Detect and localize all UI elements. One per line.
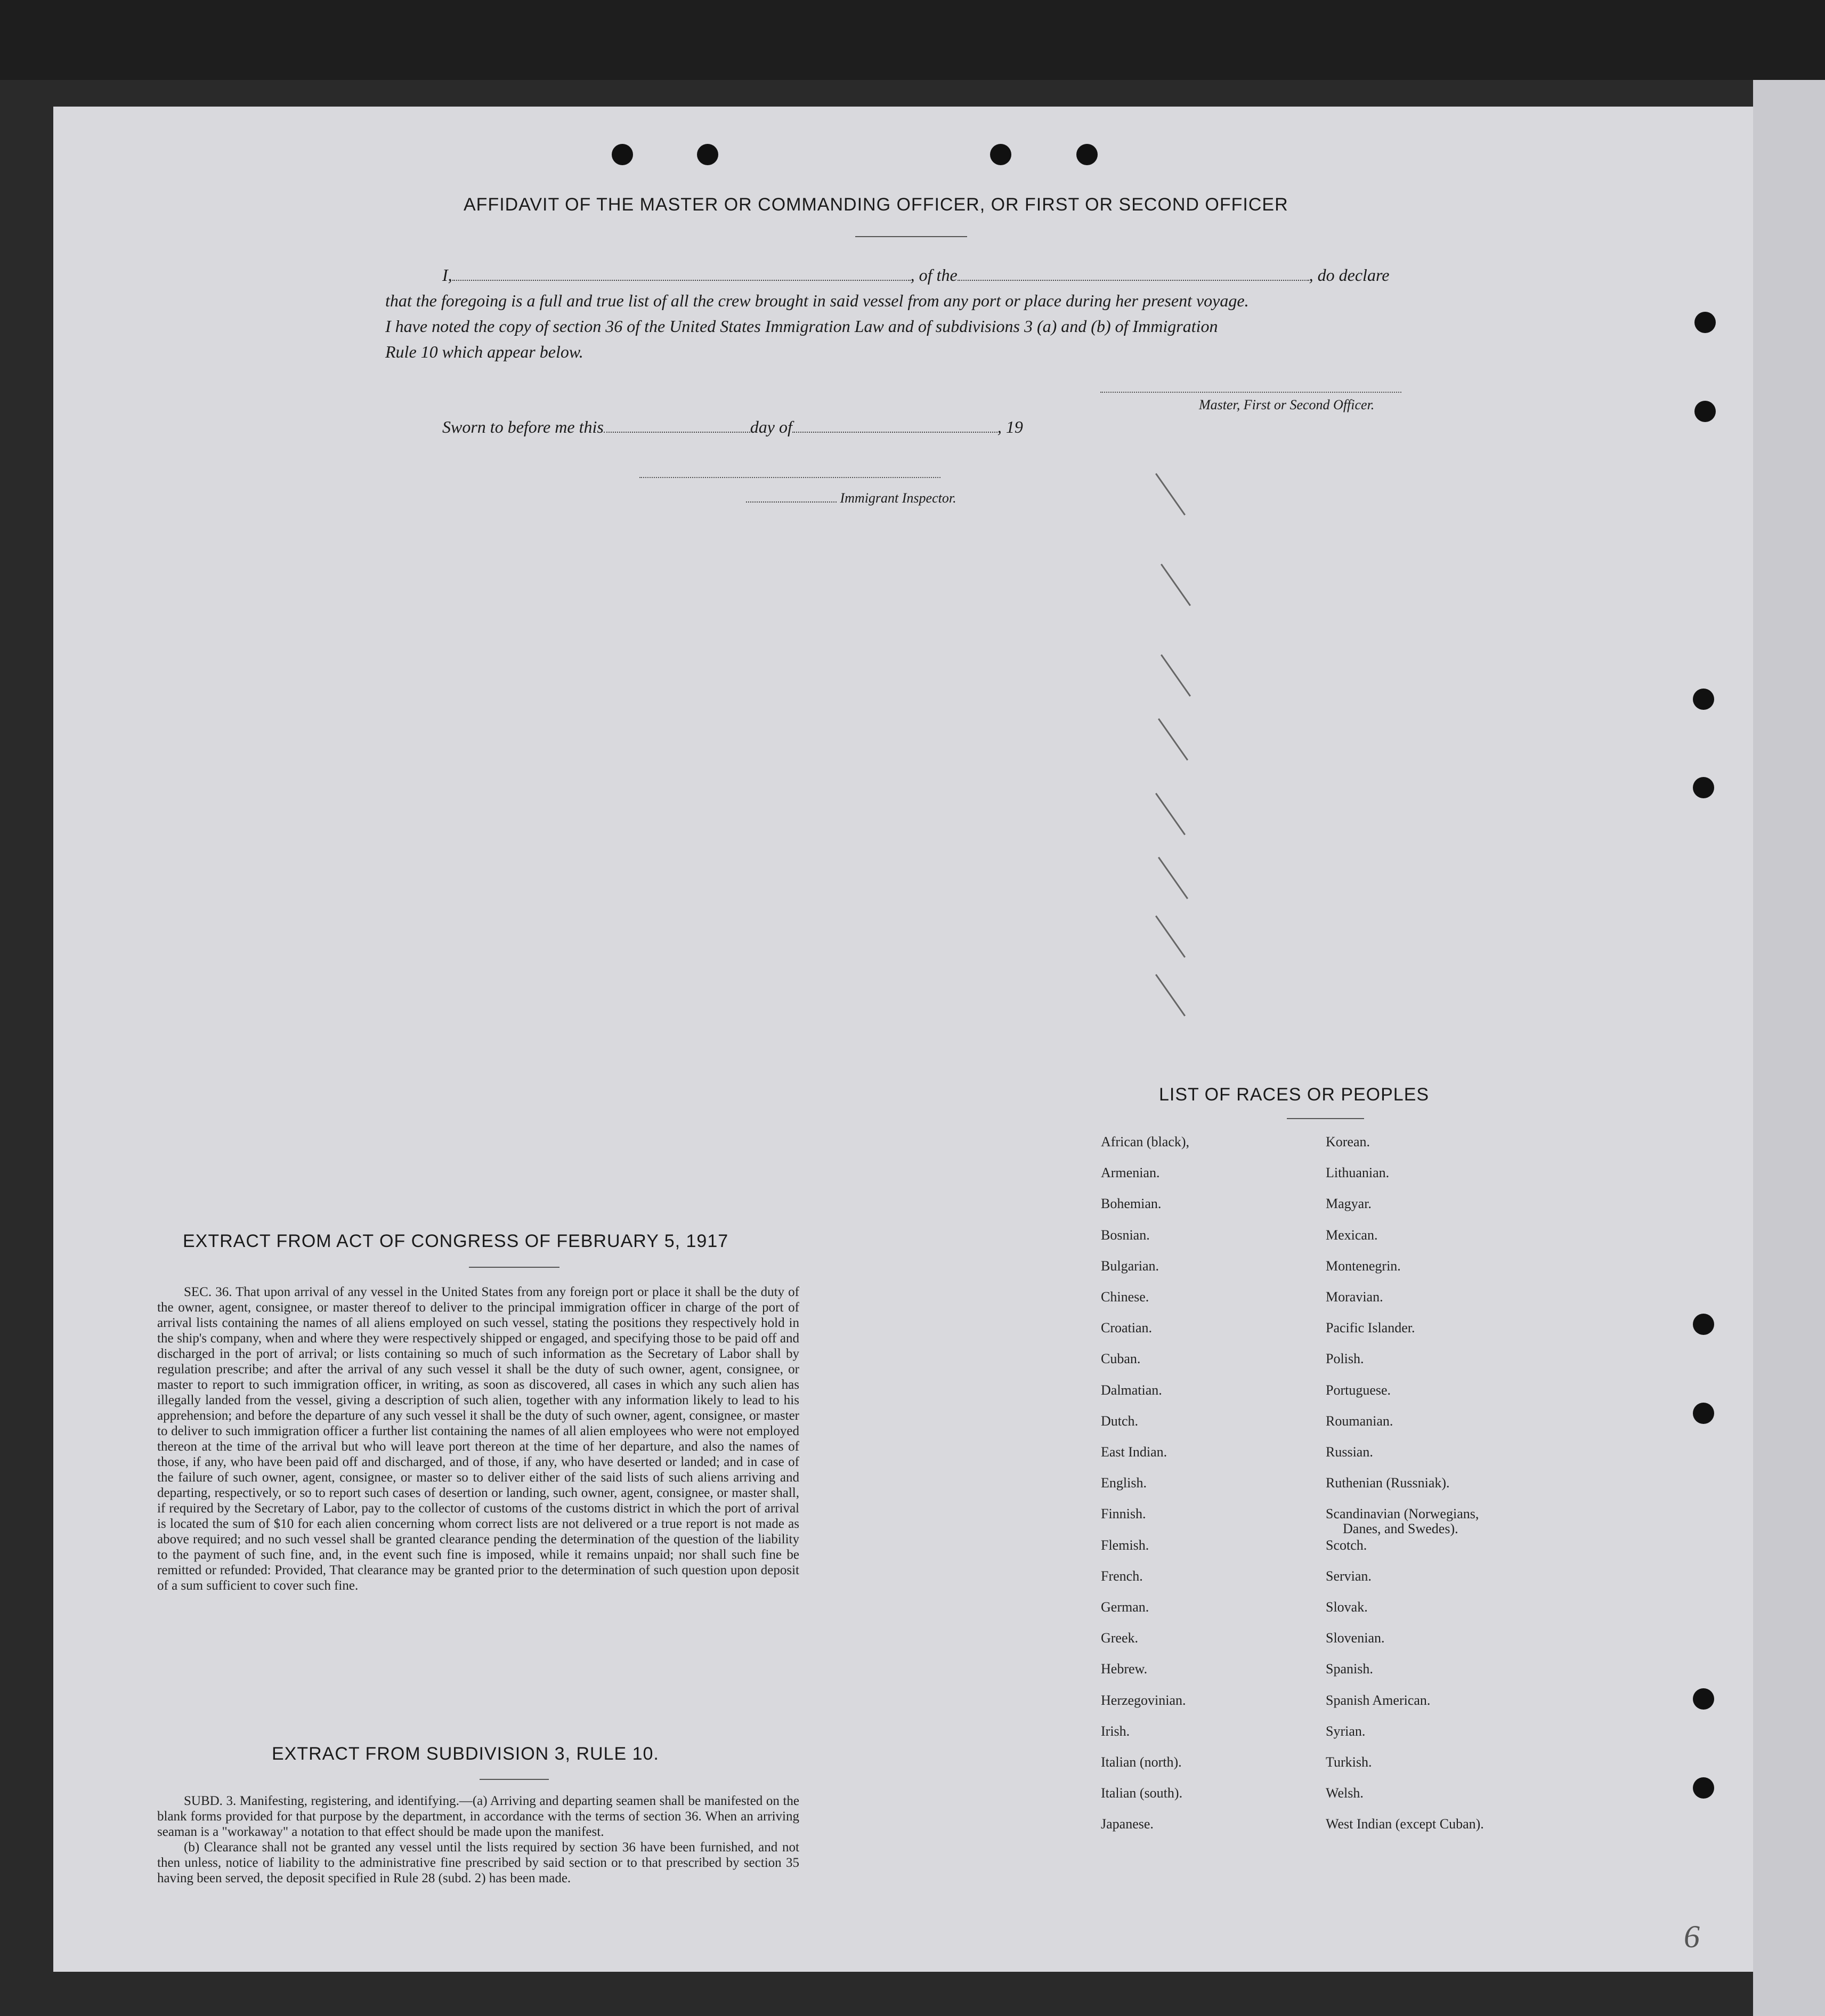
affidavit-of-label: , of the: [910, 265, 958, 285]
extract-rule-rule: [480, 1779, 549, 1780]
extract-rule-text-a: SUBD. 3. Manifesting, registering, and identifying.—(a) Arriving and departing seamen shall be manifested on the blank forms provided for that purpose by the department, in accordance with the terms of section 36. When an arriving seaman is a "workaway" a notation to that effect should be made upon the manifest.: [157, 1794, 799, 1839]
pencil-tick: [1161, 564, 1191, 606]
name-blank: [452, 280, 911, 281]
punch-hole: [1693, 1777, 1714, 1799]
race-item: Bulgarian.: [1101, 1258, 1159, 1274]
punch-hole: [1693, 1403, 1714, 1424]
punch-hole: [990, 144, 1011, 165]
race-item-continuation: Danes, and Swedes).: [1343, 1521, 1458, 1537]
race-item: West Indian (except Cuban).: [1326, 1816, 1484, 1832]
race-item: Spanish.: [1326, 1661, 1373, 1677]
month-blank: [792, 432, 997, 433]
race-item: Italian (north).: [1101, 1754, 1182, 1770]
race-item: Croatian.: [1101, 1320, 1153, 1336]
race-item: Polish.: [1326, 1351, 1364, 1367]
punch-hole: [1076, 144, 1098, 165]
punch-hole: [1693, 777, 1714, 798]
races-title: LIST OF RACES OR PEOPLES: [1159, 1084, 1430, 1105]
punch-hole: [1694, 312, 1716, 333]
extract-rule-body: [157, 1793, 799, 1886]
race-item: Moravian.: [1326, 1289, 1383, 1305]
affidavit-i-label: I,: [442, 265, 452, 285]
race-item: Scotch.: [1326, 1537, 1367, 1553]
punch-hole: [1693, 689, 1714, 710]
signature-line: [1100, 392, 1401, 393]
race-item: Dutch.: [1101, 1413, 1139, 1429]
affidavit-line-1: [442, 265, 1389, 285]
race-item: Lithuanian.: [1326, 1165, 1390, 1181]
pencil-tick: [1155, 974, 1186, 1017]
race-item: Greek.: [1101, 1630, 1139, 1646]
extract-act-body: [157, 1284, 799, 1593]
affidavit-line-3: I have noted the copy of section 36 of the United States Immigration Law and of subdivisions 3 (a) and (b) of Immigration: [385, 317, 1218, 336]
punch-hole: [1693, 1688, 1714, 1710]
race-item: African (black),: [1101, 1134, 1190, 1149]
race-item: Slovenian.: [1326, 1630, 1385, 1646]
race-item: Italian (south).: [1101, 1785, 1183, 1801]
race-item: Chinese.: [1101, 1289, 1149, 1305]
race-item: Bohemian.: [1101, 1196, 1162, 1212]
race-item: Mexican.: [1326, 1227, 1378, 1243]
race-item: Montenegrin.: [1326, 1258, 1401, 1274]
extract-act-text: SEC. 36. That upon arrival of any vessel in the United States from any foreign port or place it shall be the duty of the owner, agent, consignee, or master thereof to deliver to the principal immigration officer in charge of the port of arrival lists containing the names of all aliens employed on such vessel, stating the positions they respectively hold in the ship's company, when and where they were respectively shipped or engaged, and specifying those to be paid off and discharged in the port of arrival; or lists containing so much of such information as the Secretary of Labor shall by regulation prescribe; and after the arrival of any such vessel it shall be the duty of such owner, agent, consignee, or master to report to such immigration officer, in writing, as soon as discovered, all cases in which any such alien has illegally landed from the vessel, giving a description of such alien, together with any information likely to lead to his apprehension; and before the departure of any such vessel it shall be the duty of such owner, agent, consignee, or master to deliver to such immigration officer a further list containing the names of all alien employees who were not employed thereon at the time of the arrival but who will leave port thereon at the time of her departure, and also the names of those, if any, who have been paid off and discharged, and of those, if any, who have deserted or landed; and in case of the failure of such owner, agent, consignee, or master so to deliver either of the said lists of such aliens arriving and departing, respectively, or so to report such cases of desertion or landing, such owner, agent, consignee, or master shall, if required by the Secretary of Labor, pay to the collector of customs of the customs district in which the port of arrival is located the sum of $10 for each alien concerning whom correct lists are not delivered or a true report is not made as above required; and no such vessel shall be granted clearance pending the determination of the question of the liability to the payment of such fine, and, in the event such fine is imposed, while it remains unpaid; nor shall such fine be remitted or refunded: Provided, That clearance may be granted prior to the determination of such question upon deposit of a sum sufficient to cover such fine.: [157, 1285, 799, 1593]
pencil-tick: [1158, 857, 1188, 900]
race-item: Welsh.: [1326, 1785, 1364, 1801]
extract-rule-title: EXTRACT FROM SUBDIVISION 3, RULE 10.: [272, 1744, 659, 1764]
race-item: Scandinavian (Norwegians,: [1326, 1506, 1479, 1522]
race-item: Japanese.: [1101, 1816, 1154, 1832]
signature-label: Master, First or Second Officer.: [1199, 397, 1375, 412]
pencil-tick: [1161, 654, 1191, 697]
race-item: German.: [1101, 1599, 1149, 1615]
scan-top-border: [0, 0, 1825, 80]
race-item: Portuguese.: [1326, 1382, 1391, 1398]
race-item: Pacific Islander.: [1326, 1320, 1415, 1336]
sworn-year-label: , 19: [997, 417, 1023, 436]
race-item: Irish.: [1101, 1723, 1130, 1739]
race-item: Finnish.: [1101, 1506, 1146, 1522]
race-item: English.: [1101, 1475, 1147, 1491]
race-item: Roumanian.: [1326, 1413, 1393, 1429]
race-item: Hebrew.: [1101, 1661, 1148, 1677]
extract-act-title: EXTRACT FROM ACT OF CONGRESS OF FEBRUARY 5, 1917: [183, 1231, 729, 1251]
race-item: Bosnian.: [1101, 1227, 1150, 1243]
race-item: Spanish American.: [1326, 1692, 1431, 1708]
race-item: Dalmatian.: [1101, 1382, 1162, 1398]
race-item: Korean.: [1326, 1134, 1370, 1149]
punch-hole: [1693, 1314, 1714, 1335]
race-item: Slovak.: [1326, 1599, 1368, 1615]
race-item: Ruthenian (Russniak).: [1326, 1475, 1450, 1491]
extract-act-rule: [469, 1267, 559, 1268]
race-item: Syrian.: [1326, 1723, 1366, 1739]
sworn-day-label: day of: [750, 417, 792, 436]
race-item: Herzegovinian.: [1101, 1692, 1186, 1708]
pencil-tick: [1158, 718, 1188, 761]
inspector-line: [639, 477, 940, 478]
affidavit-title: AFFIDAVIT OF THE MASTER OR COMMANDING OFFICER, OR FIRST OR SECOND OFFICER: [464, 195, 1288, 215]
race-item: Cuban.: [1101, 1351, 1141, 1367]
sworn-prefix: Sworn to before me this: [442, 417, 604, 436]
pencil-tick: [1155, 793, 1186, 836]
scan-right-margin: [1753, 80, 1825, 2016]
race-item: Servian.: [1326, 1568, 1372, 1584]
race-item: Flemish.: [1101, 1537, 1149, 1553]
punch-hole: [1694, 401, 1716, 422]
affidavit-line-2: that the foregoing is a full and true list of all the crew brought in said vessel from any port or place during her present voyage.: [385, 291, 1249, 310]
punch-hole: [697, 144, 718, 165]
race-item: Magyar.: [1326, 1196, 1372, 1212]
inspector-text: Immigrant Inspector.: [840, 490, 956, 506]
inspector-label: [746, 490, 956, 506]
affidavit-rule: [855, 236, 967, 237]
pencil-tick: [1155, 473, 1186, 516]
race-item: Armenian.: [1101, 1165, 1160, 1181]
affidavit-declare-label: , do declare: [1309, 265, 1390, 285]
vessel-blank: [958, 280, 1309, 281]
affidavit-line-4: Rule 10 which appear below.: [385, 342, 583, 361]
race-item: Russian.: [1326, 1444, 1373, 1460]
corner-mark: 6: [1684, 1919, 1700, 1954]
document-page: [53, 107, 1753, 1972]
pencil-tick: [1155, 916, 1186, 958]
race-item: East Indian.: [1101, 1444, 1167, 1460]
races-rule: [1287, 1118, 1364, 1119]
punch-hole: [612, 144, 633, 165]
extract-rule-text-b: (b) Clearance shall not be granted any vessel until the lists required by section 36 have been furnished, and not then unless, notice of liability to the administrative fine prescribed by said section or to that prescribed by section 35 having been served, the deposit specified in Rule 28 (subd. 2) has been made.: [157, 1840, 799, 1885]
race-item: Turkish.: [1326, 1754, 1372, 1770]
race-item: French.: [1101, 1568, 1143, 1584]
sworn-line: [442, 417, 1023, 437]
day-blank: [604, 432, 750, 433]
